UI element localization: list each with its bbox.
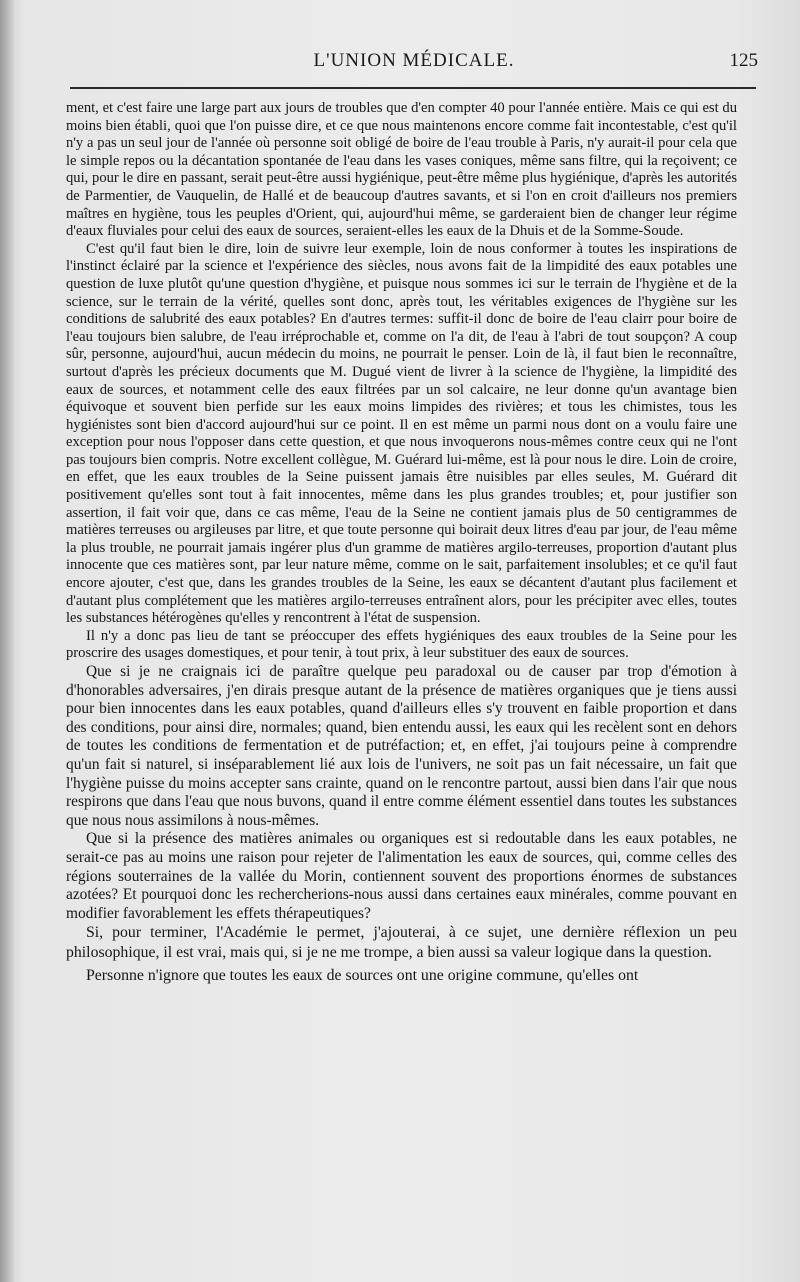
page-number: 125: [729, 50, 758, 71]
body-text: [66, 100, 737, 985]
paragraph-3: Il n'y a donc pas lieu de tant se préoccuper des effets hygiéniques des eaux troubles de la Seine pour les proscrire des usages domestiques, et pour tenir, à tout prix, à leur substituer des eaux de sources.: [66, 627, 737, 662]
page-gutter-shadow: [0, 0, 14, 1282]
page-header: [70, 50, 758, 76]
paragraph-2: C'est qu'il faut bien le dire, loin de suivre leur exemple, loin de nous conformer à toutes les inspirations de l'instinct éclairé par la science et l'expérience des siècles, nous avons fait de la limpidité des eaux potables une question de luxe plutôt qu'une question d'hygiène, et puisque nous sommes ici sur le terrain de l'hygiène et de la science, sur le terrain de la vérité, quelles sont donc, après tout, les véritables exigences de l'hygiène sur les conditions de salubrité des eaux potables? En d'autres termes: suffit-il donc de boire de l'eau clairr pour boire de l'eau toujours bien salubre, de l'eau irréprochable et, comme on l'a dit, de l'eau à l'abri de tout soupçon? A coup sûr, personne, aujourd'hui, aucun médecin du moins, ne pourrait le penser. Loin de là, il faut bien le reconnaître, surtout d'après les précieux documents que M. Dugué vient de livrer à la science de l'hygiène, la limpidité des eaux de sources, et notamment celle des eaux filtrées par un sol calcaire, ne leur donne qu'un avantage bien équivoque et souvent bien perfide sur les eaux moins limpides des rivières; et tous les chimistes, tous les hygiénistes sont bien d'accord aujourd'hui sur ce point. Il en est même un parmi nous dont on a voulu faire une exception pour nous l'opposer dans cette question, et que nous invoquerons nous-mêmes contre ceux qui ne l'ont pas toujours bien compris. Notre excellent collègue, M. Guérard lui-même, est là pour nous le dire. Loin de croire, en effet, que les eaux troubles de la Seine puissent jamais être nuisibles par elles seules, M. Guérard dit positivement qu'elles sont tout à fait innocentes, même dans les plus grandes troubles; et, pour justifier son assertion, il fait voir que, dans ce cas même, l'eau de la Seine ne contient jamais plus de 50 centigrammes de matières terreuses ou argileuses par litre, et que toute personne qui boirait deux litres d'eau par jour, de l'eau même la plus trouble, ne pourrait jamais ingérer plus d'un gramme de matières argilo-terreuses, proportion d'autant plus innocente que ces matières sont, par leur nature même, comme on le sait, parfaitement insolubles; et ce qu'il faut encore ajouter, c'est que, dans les grandes troubles de la Seine, les eaux se décantent d'autant plus facilement et d'autant plus complétement que les matières argilo-terreuses entraînent alors, pour les précipiter avec elles, toutes les substances hétérogènes qu'elles y rencontrent à l'état de suspension.: [66, 240, 737, 627]
paragraph-7: Personne n'ignore que toutes les eaux de sources ont une origine commune, qu'elles ont: [86, 966, 639, 984]
paragraph-6: Si, pour terminer, l'Académie le permet, j'ajouterai, à ce sujet, une dernière réflexion un peu philosophique, il est vrai, mais qui, si je ne me trompe, a bien aussi sa valeur logique dans la question.: [66, 924, 737, 961]
paragraph-5: Que si la présence des matières animales ou organiques est si redoutable dans les eaux potables, ne serait-ce pas au moins une raison pour rejeter de l'alimentation les eaux de sources, qui, comme celles des régions souterraines de la vallée du Morin, contiennent souvent des proportions énormes de substances azotées? Et pourquoi donc les rechercherions-nous aussi dans certaines eaux minérales, comme pouvant en modifier favorablement les effets thérapeutiques?: [66, 830, 737, 922]
paragraph-4: Que si je ne craignais ici de paraître quelque peu paradoxal ou de causer par trop d'émotion à d'honorables adversaires, j'en dirais presque autant de la présence de matières organiques que je tiens aussi pour bien innocentes dans les eaux potables, quand d'ailleurs elles s'y trouvent en faible proportion et dans des conditions, pour ainsi dire, normales; quand, bien entendu aussi, les eaux qui les recèlent sont en dehors de toutes les conditions de fermentation et de putréfaction; et, en effet, j'ai toujours peine à comprendre qu'un fait si naturel, si inséparablement lié aux lois de l'univers, ne soit pas un fait nécessaire, un fait que l'hygiène puisse du moins accepter sans crainte, quand on le rencontre partout, aussi bien dans l'air que nous respirons que dans l'eau que nous buvons, quand il entre comme élément essentiel dans toutes les substances que nous nous assimilons à nous-mêmes.: [66, 663, 737, 829]
running-title: L'UNION MÉDICALE.: [313, 50, 515, 71]
paragraph-1: ment, et c'est faire une large part aux jours de troubles que d'en compter 40 pour l'année entière. Mais ce qui est du moins bien établi, quoi que l'on puisse dire, et ce que nous maintenons encore comme fait incontestable, c'est qu'il n'y a pas un seul jour de l'année où personne soit obligé de boire de l'eau trouble à Paris, n'y aurait-il pour cela que le simple repos ou la décantation spontanée de l'eau dans les vases coniques, même sans filtre, qui la reçoivent; ce qui, pour le dire en passant, serait peut-être aussi hygiénique, peut-être même plus hygiénique, d'après les autorités de Parmentier, de Vauquelin, de Hallé et de beaucoup d'autres savants, et si l'on en croit d'ailleurs nos premiers maîtres en hygiène, tous les peuples d'Orient, qui, aujourd'hui même, se garderaient bien de changer leur régime d'eaux fluviales pour celui des eaux de sources, seraient-elles les eaux de la Dhuis et de la Somme-Soude.: [66, 100, 737, 240]
header-rule: [70, 87, 756, 89]
